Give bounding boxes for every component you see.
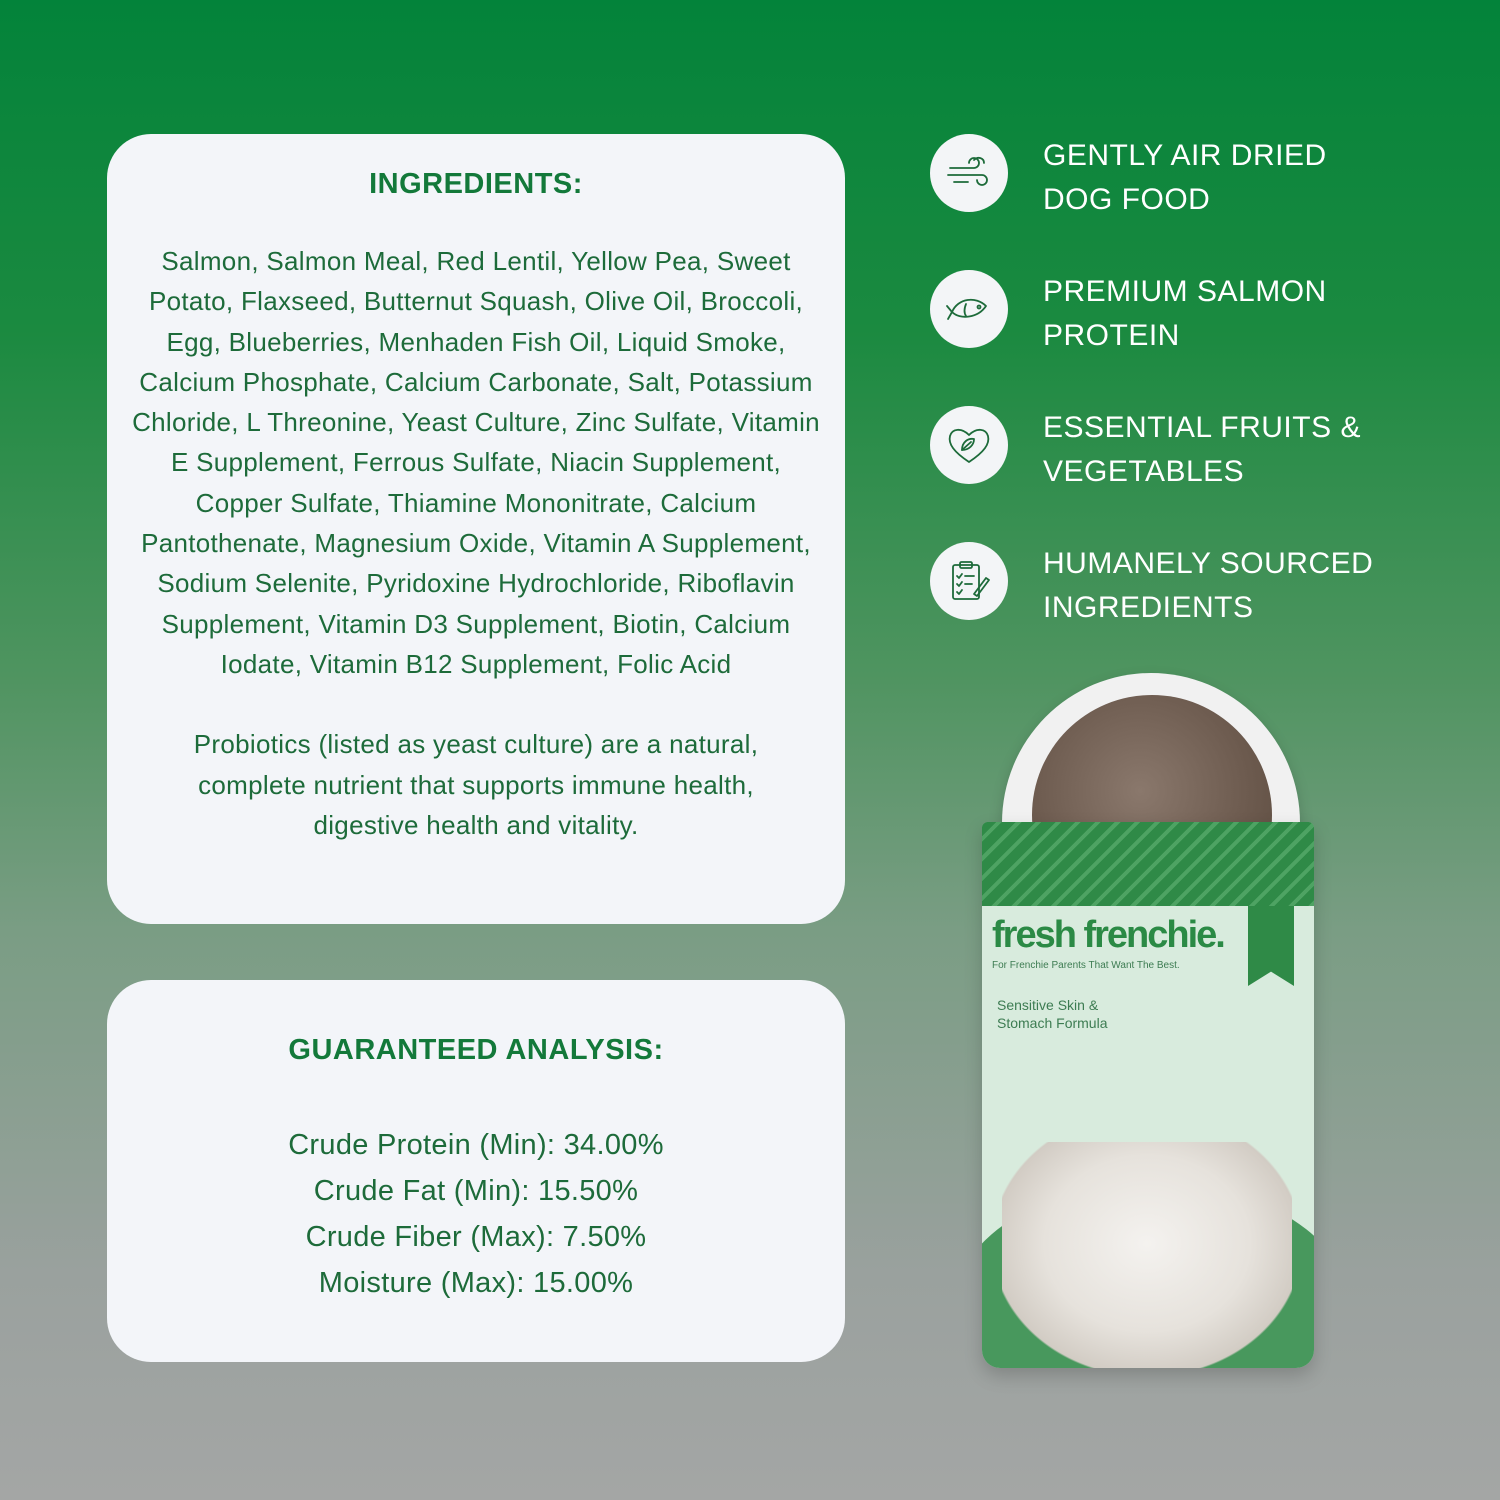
feature-humanely-line1: HUMANELY SOURCED [1043,547,1374,580]
bag-formula-line2: Stomach Formula [997,1015,1108,1031]
bag-ribbon [1248,906,1294,986]
bag-tagline: For Frenchie Parents That Want The Best. [992,960,1180,971]
food-bag [982,822,1314,1368]
analysis-item-moisture: Moisture (Max): 15.00% [318,1267,634,1299]
guaranteed-analysis-card [107,980,845,1362]
feature-fruits-line2: VEGETABLES [1043,455,1245,488]
feature-list [930,134,1490,678]
ingredients-title: INGREDIENTS: [369,168,583,200]
product-image [980,670,1340,1370]
feature-fruits-vegetables [930,406,1490,542]
feature-air-dried [930,134,1490,270]
fish-icon [930,270,1008,348]
ingredients-list: Salmon, Salmon Meal, Red Lentil, Yellow Pea, Sweet Potato, Flaxseed, Butternut Squash, Olive Oil, Broccoli, Egg, Blueberries, Menhaden Fish Oil, Liquid Smoke, Calcium Phosphate, Calcium Carbonate, Salt, Potassium Chloride, L Threonine, Yeast Culture, Zinc Sulfate, Vitamin E Supplement, Ferrous Sulfate, Niacin Supplement, Copper Sulfate, Thiamine Mononitrate, Calcium Pantothenate, Magnesium Oxide, Vitamin A Supplement, Sodium Selenite, Pyridoxine Hydrochloride, Riboflavin Supplement, Vitamin D3 Supplement, Biotin, Calcium Iodate, Vitamin B12 Supplement, Folic Acid [132,246,820,679]
feature-air-dried-line1: GENTLY AIR DRIED [1043,139,1327,172]
feature-air-dried-line2: DOG FOOD [1043,183,1211,216]
analysis-title: GUARANTEED ANALYSIS: [288,1034,664,1066]
analysis-item-fiber: Crude Fiber (Max): 7.50% [305,1221,647,1253]
analysis-list [131,1122,821,1306]
feature-salmon-protein [930,270,1490,406]
ingredients-card [107,134,845,924]
heart-leaf-icon [930,406,1008,484]
feature-humanely-line2: INGREDIENTS [1043,591,1254,624]
air-wind-icon [930,134,1008,212]
bag-brand: fresh frenchie. [992,914,1224,956]
feature-humanely-sourced [930,542,1490,678]
bag-formula-line1: Sensitive Skin & [997,997,1099,1013]
probiotics-note: Probiotics (listed as yeast culture) are a natural, complete nutrient that supports immune health, digestive health and vitality. [193,729,759,840]
feature-fruits-line1: ESSENTIAL FRUITS & [1043,411,1361,444]
bulldog-photo [1002,1142,1292,1368]
feature-salmon-line2: PROTEIN [1043,319,1180,352]
analysis-item-protein: Crude Protein (Min): 34.00% [288,1129,664,1161]
bag-pattern [982,822,1314,906]
bag-formula [997,996,1107,1032]
clipboard-check-icon [930,542,1008,620]
analysis-item-fat: Crude Fat (Min): 15.50% [313,1175,639,1207]
feature-salmon-line1: PREMIUM SALMON [1043,275,1327,308]
